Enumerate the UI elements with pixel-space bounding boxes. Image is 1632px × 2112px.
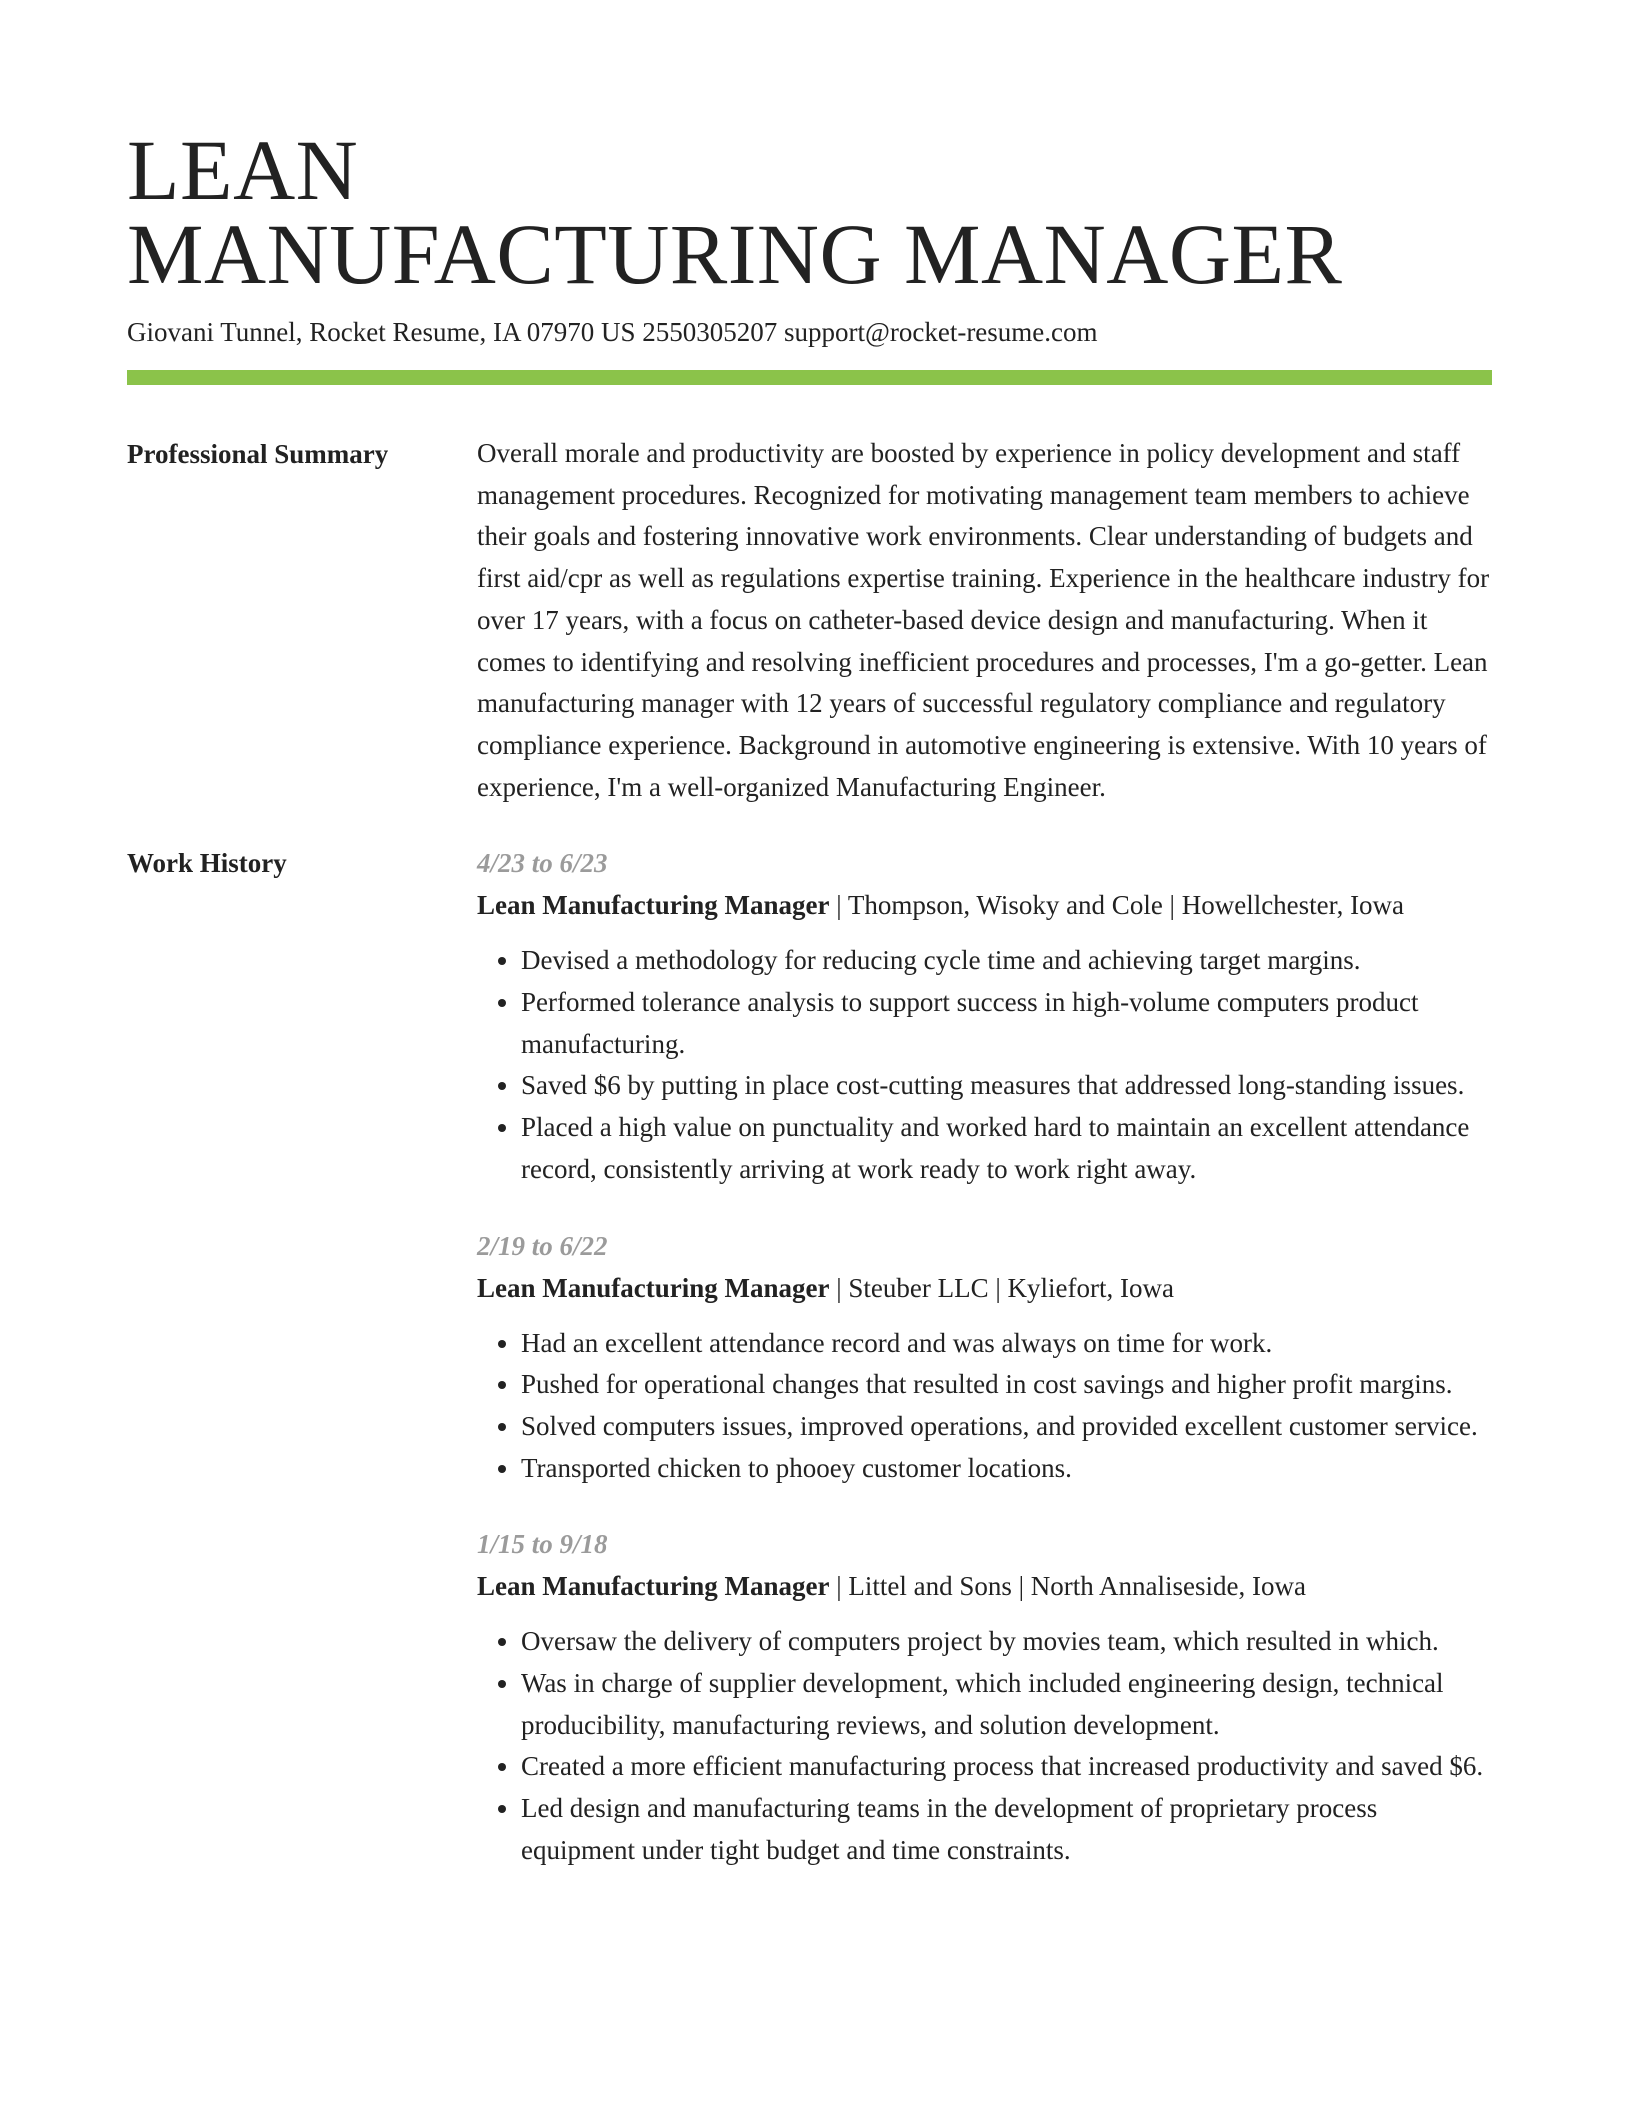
job-bullet: • Was in charge of supplier development, which included engineering design, technical producibility, manufacturing reviews, and solution development. xyxy=(521,1663,1492,1746)
job-dates: 1/15 to 9/18 xyxy=(477,1529,608,1560)
job-title: Lean Manufacturing Manager xyxy=(477,1571,830,1602)
work-history-body xyxy=(477,842,1492,1905)
section-label-work: Work History xyxy=(127,848,287,879)
accent-divider xyxy=(127,370,1492,385)
job-details: | Steuber LLC | Kyliefort, Iowa xyxy=(829,1272,1174,1303)
job-bullet: • Saved $6 by putting in place cost-cutting measures that addressed long-standing issues. xyxy=(521,1065,1492,1107)
job-details: | Littel and Sons | North Annaliseside, Iowa xyxy=(829,1571,1306,1602)
summary-body xyxy=(477,433,1492,808)
job-bullet: • Had an excellent attendance record and was always on time for work. xyxy=(521,1323,1492,1365)
job-heading xyxy=(477,1565,1492,1607)
section-label-summary: Professional Summary xyxy=(127,439,389,469)
job-bullet: • Solved computers issues, improved operations, and provided excellent customer service. xyxy=(521,1406,1492,1448)
summary-text: Overall morale and productivity are boosted by experience in policy development and staff management procedures. Recognized for motivating management team members to achieve their goals and fostering innovative work environments. Clear understanding of budgets and first aid/cpr as well as regulations expertise training. Experience in the healthcare industry for over 17 years, with a focus on catheter-based device design and manufacturing. When it comes to identifying and resolving inefficient procedures and processes, I'm a go-getter. Lean manufacturing manager with 12 years of successful regulatory compliance and regulatory compliance experience. Background in automotive engineering is extensive. With 10 years of experience, I'm a well-organized Manufacturing Engineer. xyxy=(477,438,1490,802)
job-dates: 2/19 to 6/22 xyxy=(477,1230,608,1261)
job-entry xyxy=(477,842,1492,1190)
job-heading xyxy=(477,884,1492,926)
job-bullets xyxy=(477,940,1492,1190)
title-line-1: LEAN xyxy=(127,122,359,218)
job-bullet: • Created a more efficient manufacturing process that increased productivity and saved $6. xyxy=(521,1746,1492,1788)
job-bullet: • Placed a high value on punctuality and worked hard to maintain an excellent attendance record, consistently arriving at work ready to work right away. xyxy=(521,1107,1492,1190)
job-bullets xyxy=(477,1323,1492,1490)
job-heading xyxy=(477,1267,1492,1309)
contact-info: Giovani Tunnel, Rocket Resume, IA 07970 US 2550305207 support@rocket-resume.com xyxy=(127,317,1098,347)
job-dates: 4/23 to 6/23 xyxy=(477,848,608,879)
professional-summary-section xyxy=(127,433,1492,808)
job-title: Lean Manufacturing Manager xyxy=(477,890,830,921)
job-bullet: • Oversaw the delivery of computers project by movies team, which resulted in which. xyxy=(521,1621,1492,1663)
job-bullet: • Devised a methodology for reducing cycle time and achieving target margins. xyxy=(521,940,1492,982)
job-bullets xyxy=(477,1621,1492,1871)
job-title: Lean Manufacturing Manager xyxy=(477,1272,830,1303)
job-entry xyxy=(477,1225,1492,1490)
job-bullet: • Led design and manufacturing teams in the development of proprietary process equipment under tight budget and time constraints. xyxy=(521,1788,1492,1871)
work-history-section xyxy=(127,842,1492,1905)
job-details: | Thompson, Wisoky and Cole | Howellchester, Iowa xyxy=(829,890,1405,921)
job-bullet: • Transported chicken to phooey customer locations. xyxy=(521,1448,1492,1490)
job-bullet: • Performed tolerance analysis to support success in high-volume computers product manufacturing. xyxy=(521,982,1492,1065)
job-entry xyxy=(477,1523,1492,1871)
resume-title xyxy=(127,122,1492,302)
job-bullet: • Pushed for operational changes that resulted in cost savings and higher profit margins. xyxy=(521,1364,1492,1406)
title-line-2: MANUFACTURING MANAGER xyxy=(127,206,1343,302)
resume-page xyxy=(127,122,1492,1906)
